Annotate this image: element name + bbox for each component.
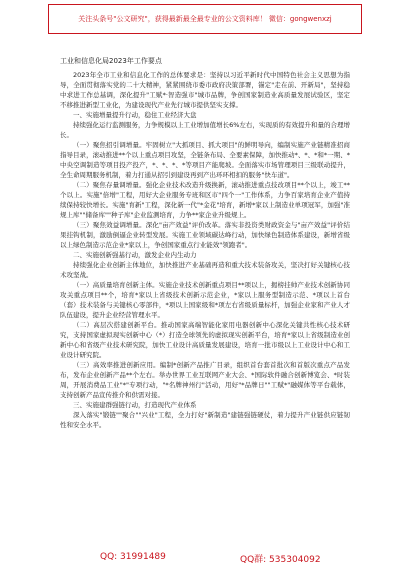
qq-number: QQ: 31991489 xyxy=(100,552,166,562)
section-heading-3: 三、实施建群强链行动，打造现代产业体系 xyxy=(73,401,197,409)
paragraph: （一）聚焦招引调增量。牢固树立"大抓项目、抓大项目"的鲜明导向，编制实施产业链精准招商指导目录，滚动推进**个以上重点项目攻坚，全链条布局、全要素保障，加快推动*、*、*和*一期、*中央空调制造等项目投产投产，*、*、*、*等项目产能爬坡。全面落实市场管理项目三级联动提升，全生命周期服务机制，着力打通从招引到建设再到产出环环相扣的服务"快车道"。 xyxy=(60,141,350,179)
paragraph: （一）高质量培育创新主体。实施企业技术创新重点项目**项以上，揭榜挂帅产业技术创新协同攻关重点项目**个，培育*家以上省级技术创新示范企业，*家以上服务型制造示范、*项以上首台（套）技术装备与关键核心零部件，*项以上国家级和*项左右省级质量标杆，加强企业家和产业人才队伍建设，提升企业经营管理水平。 xyxy=(60,281,350,319)
document-title: 工业和信息化局2023年工作要点 xyxy=(60,57,162,65)
paragraph: 深入落实"锻链""聚合""兴业"工程，全力打好"新制造"建链强链硬仗，着力提升产业链供应链韧性和安全水平。 xyxy=(60,411,350,429)
paragraph: （二）聚焦存量调增量。强化企业技术改造升级换新，滚动推进重点技改项目**个以上，竣工**个以上。实施"倍增"工程，用好大企业服务专班和区市"四个一"工作体系，力争百家培育企业产值持续保持较快增长。实施"育新"工程，深化新一代"*金花"培育，新增*家以上制造业单项冠军，加强"准规上库""储备库""种子库"企业监测培育，力争**家企业升级规上。 xyxy=(60,181,350,219)
paragraph: （三）聚焦效益调增量。深化"亩产效益"评价改革。落实非投资类财政资金与"亩产效益"评价结果挂钩机制，激励倒逼企业转型发展。实施工业领域碳达峰行动，加快绿色制造体系建设，新增省级以上绿色制造示范企业*家以上，争创国家重点行业能效"领跑者"。 xyxy=(60,221,350,249)
paragraph: （二）高层次搭建创新平台。推动国家高端智能化家用电器创新中心深化关键共性核心技术研究，支持国家虚拟现实创新中心（*）打造全球领先的虚拟现实创新平台，培育*家以上省级制造业创新中心和省级产业技术研究院，加快工业设计高质量发展建设，培育一批市级以上工业设计中心和工业设计研究院。 xyxy=(60,321,350,359)
promo-banner: 关注头条号"公文研究"，获得最新最全最专业的公文资料库！ 微信：gongwenxzj xyxy=(48,4,362,34)
contact-footer xyxy=(60,548,360,568)
qq-group-number: QQ群: 535304092 xyxy=(240,555,321,565)
paragraph: 持续强化运行监测服务，力争规模以上工业增加值增长6%左右，实现质的有效提升和量的合理增长。 xyxy=(60,121,350,139)
section-heading-1: 一、实施增量提升行动，稳住工业经济大盘 xyxy=(73,111,197,119)
paragraph: （三）高效率推进创新应用。编制*创新产品推广目录，组织首台套首批次和首版次重点产品发布，发布企业创新产品**个左右。举办世界工业互联网产业大会、*国际软件融合创新博览会、*时装周，开展消费品工业"*"专项行动，"*名牌神州行"活动，用好"*品牌日""工赋*"融媒体等平台载体，支持创新产品宣传推介和供需对接。 xyxy=(60,361,350,399)
paragraph-intro: 2023年全市工业和信息化工作的总体要求是：坚持以习近平新时代中国特色社会主义思想为指导，全面贯彻落实党的二十大精神，紧紧围绕市委市政府决策部署，锚定"走在前、开新局"，坚持稳中求进工作总基调，深化提升"工赋*·智造强市"城市品牌，争创国家制造业高质量发展试验区，坚定不移推进新型工业化，为建设现代产业先行城市提供坚实支撑。 xyxy=(60,71,350,109)
paragraph: 持续强化企业创新主体地位，加快推进产业基础再造和重大技术装备攻关，坚决打好关键核心技术攻坚战。 xyxy=(60,261,350,279)
document-body xyxy=(60,70,350,430)
section-heading-2: 二、实施创新强基行动，激发企业内生动力 xyxy=(73,251,197,259)
